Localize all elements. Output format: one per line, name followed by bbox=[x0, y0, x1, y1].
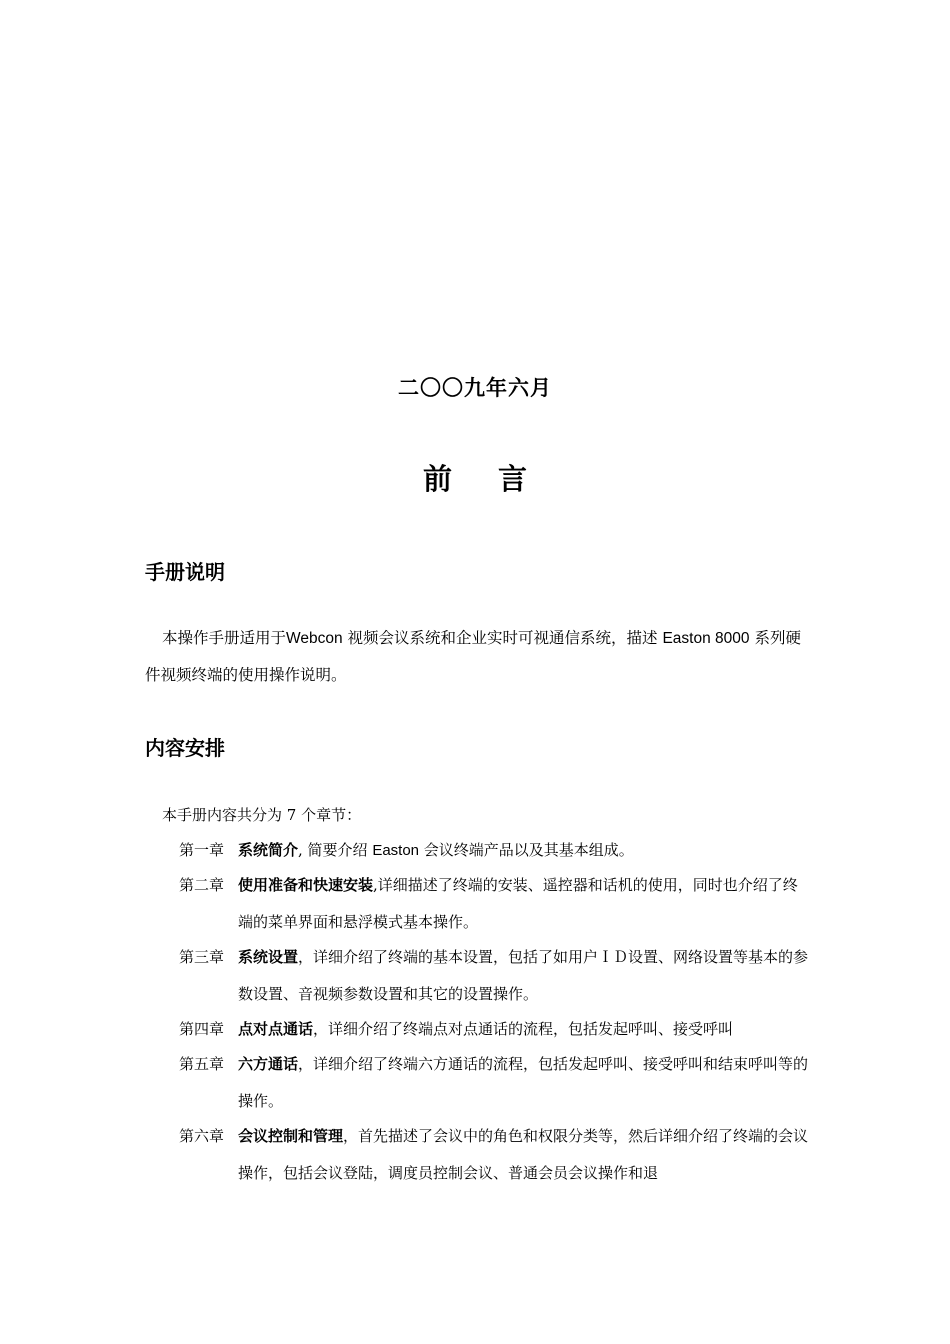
manual-text-c: 视频会议系统和企业实时可视通信系统，描述 bbox=[342, 629, 663, 647]
section-heading-manual: 手册说明 bbox=[145, 560, 225, 584]
section-heading-contents: 内容安排 bbox=[145, 736, 225, 760]
chapter-body bbox=[238, 1011, 810, 1048]
chapter-desc: ，详细介绍了终端点对点通话的流程，包括发起呼叫、接受呼叫 bbox=[313, 1020, 734, 1038]
chapter-body bbox=[238, 1118, 810, 1192]
chapter-name: 六方通话 bbox=[238, 1055, 299, 1073]
manual-text-a: 本操作手册适用于 bbox=[162, 629, 287, 647]
chapter-label: 第四章 bbox=[179, 1020, 225, 1038]
chapter-body bbox=[238, 832, 810, 869]
contents-intro: 本手册内容共分为 7 个章节： bbox=[162, 806, 362, 824]
chapter-body bbox=[238, 1046, 810, 1120]
chapter-name: 系统设置 bbox=[238, 948, 299, 966]
chapter-label: 第三章 bbox=[179, 948, 225, 966]
date-line: 二〇〇九年六月 bbox=[398, 376, 552, 400]
chapter-desc: ,详细描述了终端的安装、遥控器和话机的使用，同时也介绍了终端的菜单界面和悬浮模式基本操作。 bbox=[238, 876, 798, 931]
chapter-desc-c: 会议终端产品以及其基本组成。 bbox=[419, 841, 634, 859]
chapter-desc: ，详细介绍了终端的基本设置，包括了如用户ＩＤ设置、网络设置等基本的参数设置、音视频参数设置和其它的设置操作。 bbox=[238, 948, 809, 1003]
product-name-easton: Easton 8000 bbox=[662, 630, 750, 647]
chapter-item-5 bbox=[179, 1046, 810, 1120]
chapter-name: 点对点通话 bbox=[238, 1020, 314, 1038]
chapter-label: 第六章 bbox=[179, 1127, 225, 1145]
manual-text-e: 系列硬件视频终端的使用操作说明。 bbox=[145, 629, 801, 684]
chapter-label: 第一章 bbox=[179, 841, 225, 859]
chapter-item-1 bbox=[179, 832, 810, 869]
chapter-body bbox=[238, 867, 810, 941]
page-title: 前 言 bbox=[422, 462, 546, 496]
chapter-body bbox=[238, 939, 810, 1013]
chapter-name: 会议控制和管理 bbox=[238, 1127, 344, 1145]
chapter-desc: ，详细介绍了终端六方通话的流程，包括发起呼叫、接受呼叫和结束呼叫等的操作。 bbox=[238, 1055, 809, 1110]
manual-description bbox=[145, 620, 810, 694]
chapter-item-6 bbox=[179, 1118, 810, 1192]
chapter-label: 第五章 bbox=[179, 1055, 225, 1073]
chapter-desc-a: , 简要介绍 bbox=[298, 841, 373, 859]
chapter-name: 系统简介 bbox=[238, 841, 299, 859]
chapter-item-2 bbox=[179, 867, 810, 941]
chapter-label: 第二章 bbox=[179, 876, 225, 894]
chapter-name: 使用准备和快速安装 bbox=[238, 876, 374, 894]
chapter-desc: ，首先描述了会议中的角色和权限分类等，然后详细介绍了终端的会议操作，包括会议登陆，调度员控制会议、普通会员会议操作和退 bbox=[238, 1127, 809, 1182]
chapter-desc-b: Easton bbox=[372, 842, 420, 859]
chapter-item-3 bbox=[179, 939, 810, 1013]
product-name-webcon: Webcon bbox=[286, 630, 343, 647]
chapter-item-4 bbox=[179, 1011, 810, 1048]
